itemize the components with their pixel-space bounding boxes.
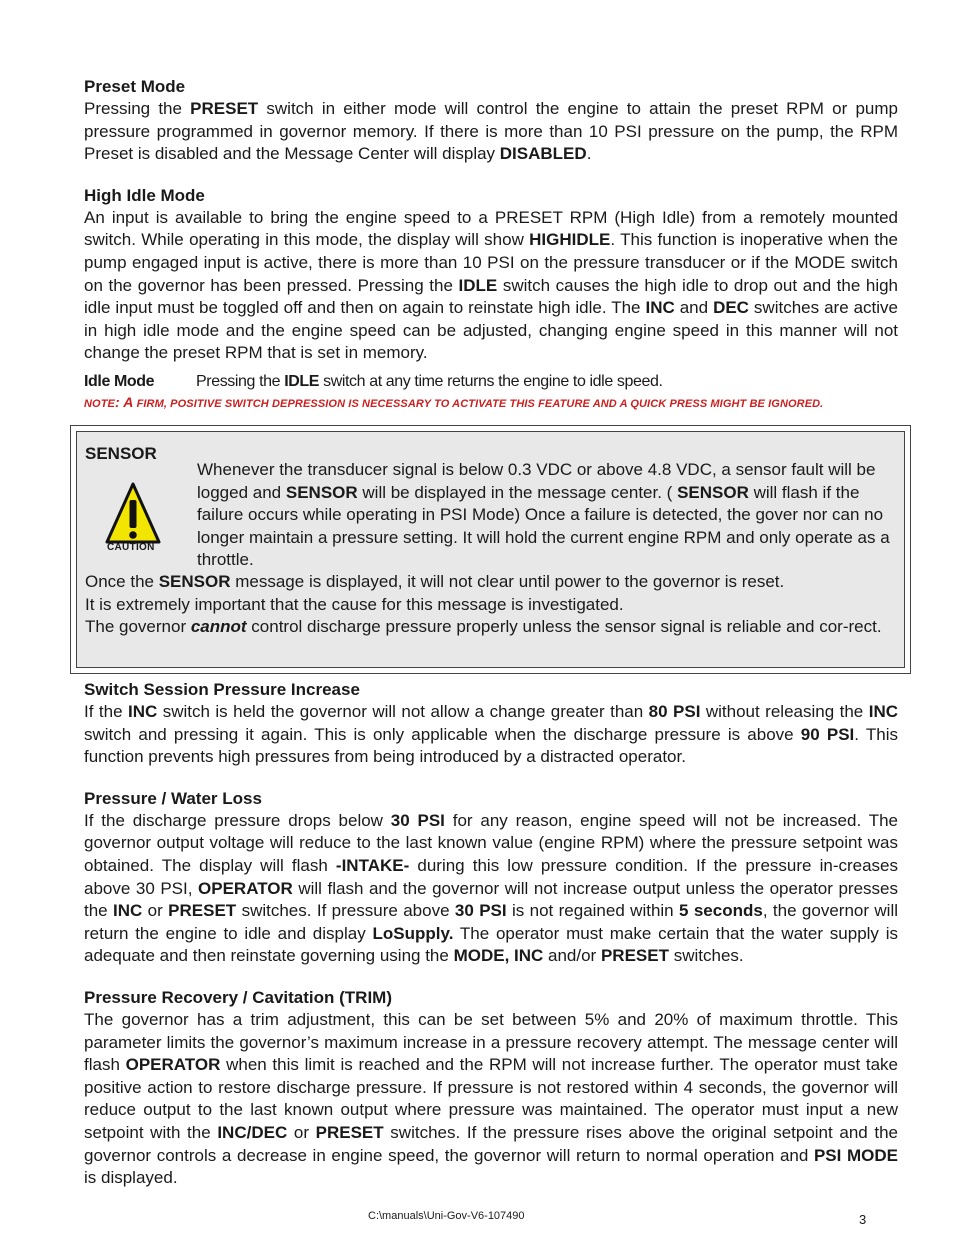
sensor-notes — [85, 571, 897, 639]
sensor-title: SENSOR — [85, 444, 157, 463]
recovery-title: Pressure Recovery / Cavitation (TRIM) — [84, 987, 392, 1007]
switch-session-title: Switch Session Pressure Increase — [84, 680, 360, 699]
switch-session-text: If the INC switch is held the governor will not allow a change greater than 80 PSI without releasing the INC switch and pressing it again. This is only applicable when the discharge pressure is above 90 PSI. This function prevents high pressures from being introduced by a distracted operator. — [84, 702, 898, 767]
idle-mode-label: Idle Mode — [84, 372, 155, 390]
idle-mode-row — [84, 371, 898, 393]
water-loss-title: Pressure / Water Loss — [84, 788, 262, 808]
idle-mode-text: Pressing the IDLE switch at any time returns the engine to idle speed. — [196, 372, 663, 390]
page-number: 3 — [859, 1212, 867, 1227]
caution-label: CAUTION — [107, 542, 155, 553]
upper-content — [84, 76, 898, 411]
high-idle-text: An input is available to bring the engine speed to a PRESET RPM (High Idle) from a remotely mounted switch. While operating in this mode, the display will show HIGHIDLE. This function is inoperative when the pump engaged input is active, there is more than 10 PSI on the pressure transducer or if the MODE switch on the governor has been pressed. Pressing the IDLE switch causes the high idle to drop out and the high idle input must be toggled off and then on again to reinstate high idle. The INC and DEC switches are active in high idle mode and the engine speed can be adjusted, changing engine speed in this manner will not change the preset RPM that is set in memory. — [84, 207, 899, 363]
water-loss-text: If the discharge pressure drops below 30 PSI for any reason, engine speed will not be increased. The governor output voltage will reduce to the last known value (engine RPM) where the pressure setpoint was obtained. The display will flash -INTAKE- during this low pressure condition. If the pressure in-creases above 30 PSI, OPERATOR will flash and the governor will not increase output unless the operator presses the INC or PRESET switches. If pressure above 30 PSI is not regained within 5 seconds, the governor will return the engine to idle and display LoSupply. The operator must make certain that the water supply is adequate and then reinstate governing using the MODE, INC and/or PRESET switches. — [84, 810, 899, 966]
sensor-note-3: The governor cannot control discharge pressure properly unless the sensor signal is reliable and cor-rect. — [85, 617, 882, 637]
sensor-note-1: Once the SENSOR message is displayed, it will not clear until power to the governor is reset. — [85, 572, 785, 591]
note-text: NOTE: A FIRM, POSITIVE SWITCH DEPRESSION IS NECESSARY TO ACTIVATE THIS FEATURE AND A QUICK PRESS MIGHT BE IGNORED. — [84, 393, 824, 410]
recovery-text: The governor has a trim adjustment, this can be set between 5% and 20% of maximum throttle. This parameter limits the governor’s maximum increase in a pressure recovery attempt. The message center will flash OPERATOR when this limit is reached and the RPM will not increase further. The operator must take positive action to restore discharge pressure. If pressure is not restored within 4 seconds, the governor will reduce output to the last known output where pressure was maintained. The operator must input a new setpoint with the INC/DEC or PRESET switches. If the pressure rises above the original setpoint and the governor controls a decrease in engine speed, the governor will return to normal operation and PSI MODE is displayed. — [84, 1009, 899, 1188]
sensor-caution-box — [70, 425, 911, 674]
preset-mode-title: Preset Mode — [84, 77, 186, 96]
preset-mode-text: Pressing the PRESET switch in either mode will control the engine to attain the preset RPM or pump pressure programmed in governor memory. If there is more than 10 PSI pressure on the pump, the RPM Preset is disabled and the Message Center will display DISABLED. — [84, 99, 898, 164]
sensor-description: Whenever the transducer signal is below 0.3 VDC or above 4.8 VDC, a sensor fault will be logged and SENSOR will be displayed in the message center. ( SENSOR will flash if the failure occurs while operating in PSI Mode) Once a failure is detected, the gover nor can no longer maintain a pressure setting. It will hold the current engine RPM and only operate as a throttle. — [197, 460, 890, 570]
high-idle-title: High Idle Mode — [84, 185, 205, 205]
sensor-note-2: It is extremely important that the cause for this message is investigated. — [85, 594, 624, 614]
footer-file-path: C:\manuals\Uni-Gov-V6-107490 — [368, 1210, 525, 1222]
lower-content — [84, 679, 898, 1190]
